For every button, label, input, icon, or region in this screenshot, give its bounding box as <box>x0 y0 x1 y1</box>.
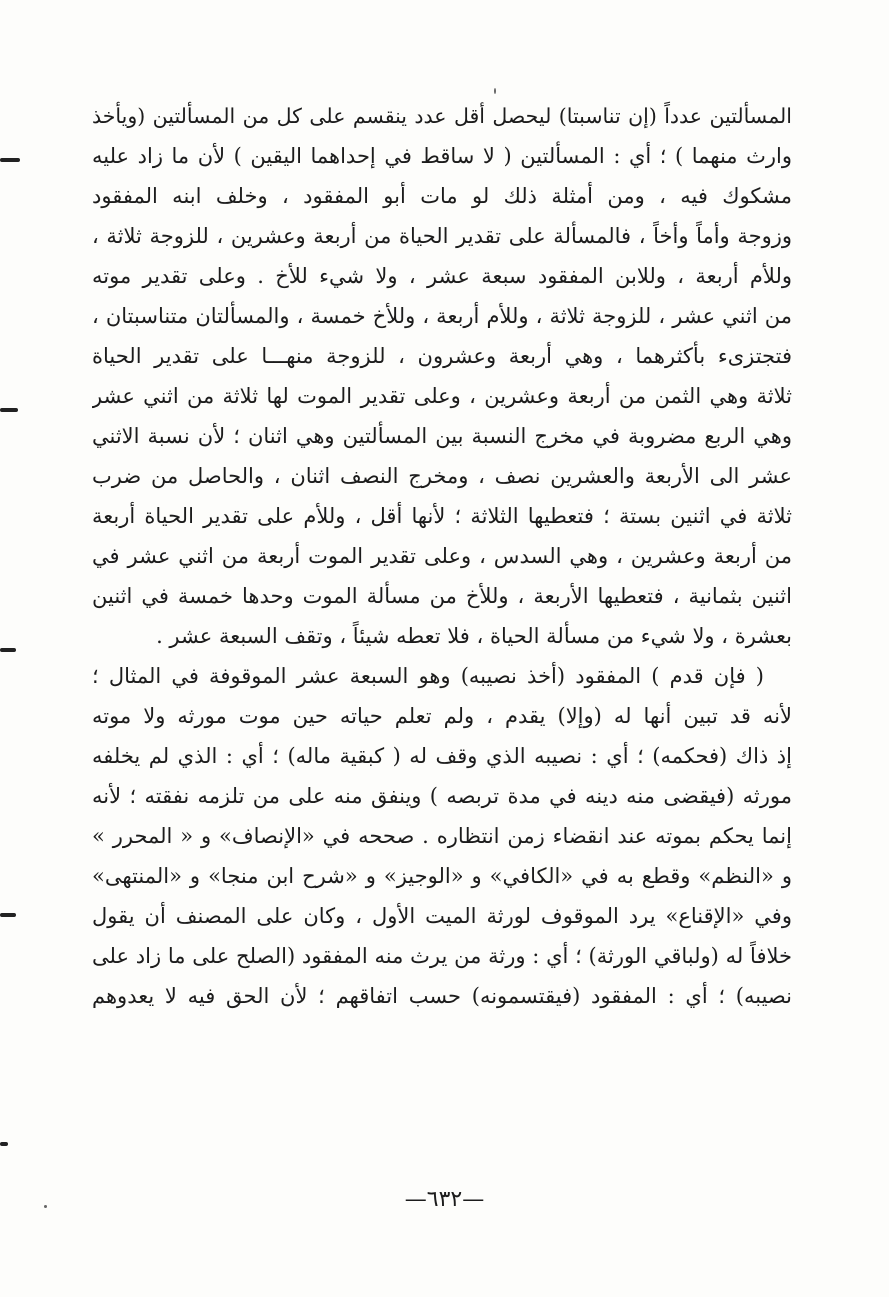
text-line: مورثه (فيقضى منه دينه في مدة تربصه ) وينفق منه على من تلزمه نفقته ؛ لأنه <box>92 784 792 808</box>
left-margin-mark <box>0 1142 8 1146</box>
page-number: —٦٣٢— <box>404 1187 485 1212</box>
body-text <box>92 96 792 1016</box>
text-line: وهي الربع مضروبة في مخرج النسبة بين المسألتين وهي اثنان ؛ لأن نسبة الاثني <box>92 424 792 448</box>
text-line: و «النظم» وقطع به في «الكافي» و «الوجيز» و «شرح ابن منجا» و «المنتهى» <box>92 864 792 888</box>
text-line: عشر الى الأربعة والعشرين نصف ، ومخرج النصف اثنان ، والحاصل من ضرب <box>92 464 792 488</box>
text-line: فتجتزىء بأكثرهما ، وهي أربعة وعشرون ، للزوجة منهـــا على تقدير الحياة <box>92 344 792 368</box>
text-line: بعشرة ، ولا شيء من مسألة الحياة ، فلا تعطه شيئاً ، وتقف السبعة عشر . <box>156 624 792 648</box>
text-line: اثنين بثمانية ، فتعطيها الأربعة ، وللأخ من مسألة الموت وحدها خمسة في اثنين <box>92 584 792 608</box>
text-line: وللأم أربعة ، وللابن المفقود سبعة عشر ، ولا شيء للأخ . وعلى تقدير موته <box>92 264 792 288</box>
text-line: خلافاً له (ولباقي الورثة) ؛ أي : ورثة من يرث منه المفقود (الصلح على ما زاد على <box>92 944 792 968</box>
text-line: ( فإن قدم ) المفقود (أخذ نصيبه) وهو السبعة عشر الموقوفة في المثال ؛ <box>92 664 764 688</box>
text-line: نصيبه) ؛ أي : المفقود (فيقتسمونه) حسب اتفاقهم ؛ لأن الحق فيه لا يعدوهم <box>92 984 792 1008</box>
left-margin-mark <box>0 408 18 412</box>
scan-speck <box>494 88 496 94</box>
text-line: وزوجة وأماً وأخاً ، فالمسألة على تقدير الحياة من أربعة وعشرين ، للزوجة ثلاثة ، <box>92 224 792 248</box>
left-margin-mark <box>0 648 16 652</box>
text-line: وفي «الإقناع» يرد الموقوف لورثة الميت الأول ، وكان على المصنف أن يقول <box>92 904 792 928</box>
text-line: ثلاثة وهي الثمن من أربعة وعشرين ، وعلى تقدير الموت لها ثلاثة من اثني عشر <box>92 384 792 408</box>
text-line: ثلاثة في اثنين بستة ؛ فتعطيها الثلاثة ؛ لأنها أقل ، وللأم على تقدير الحياة أربعة <box>92 504 792 528</box>
text-line: وارث منهما ) ؛ أي : المسألتين ( لا ساقط في إحداهما اليقين ) لأن ما زاد عليه <box>92 144 792 168</box>
text-line: المسألتين عدداً (إن تناسبتا) ليحصل أقل عدد ينقسم على كل من المسألتين (ويأخذ <box>92 104 792 128</box>
left-margin-mark <box>0 913 16 917</box>
text-line: من اثني عشر ، للزوجة ثلاثة ، وللأم أربعة ، وللأخ خمسة ، والمسألتان متناسبتان ، <box>92 304 792 328</box>
text-line: مشكوك فيه ، ومن أمثلة ذلك لو مات أبو المفقود ، وخلف ابنه المفقود <box>92 184 792 208</box>
text-line: إنما يحكم بموته عند انقضاء زمن انتظاره . صححه في «الإنصاف» و « المحرر » <box>92 824 792 848</box>
text-line: من أربعة وعشرين ، وهي السدس ، وعلى تقدير الموت أربعة من اثني عشر في <box>92 544 792 568</box>
text-line: إذ ذاك (فحكمه) ؛ أي : نصيبه الذي وقف له ( كبقية ماله) ؛ أي : الذي لم يخلفه <box>92 744 792 768</box>
scan-speck <box>44 1205 47 1208</box>
text-line: لأنه قد تبين أنها له (وإلا) يقدم ، ولم تعلم حياته حين موت مورثه ولا موته <box>92 704 792 728</box>
left-margin-mark <box>0 158 20 162</box>
